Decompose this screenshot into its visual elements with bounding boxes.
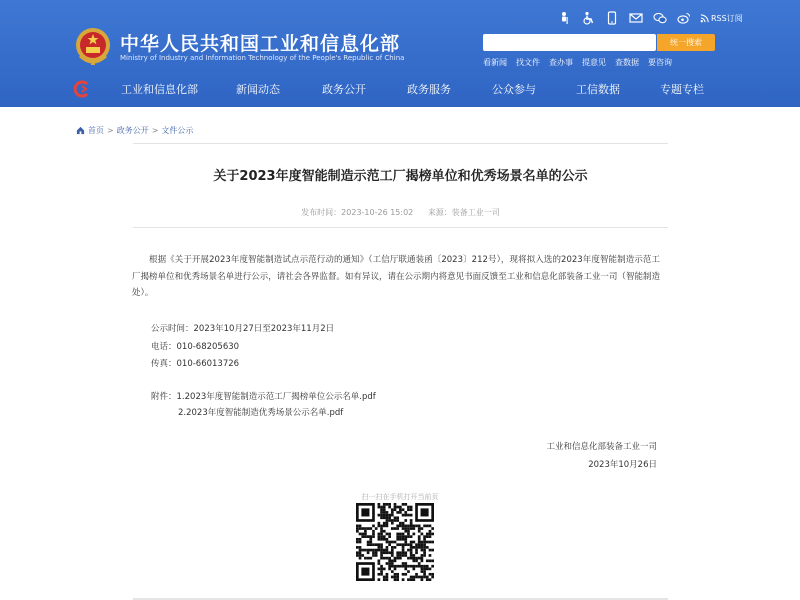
hot-word-consult[interactable]: 要咨询 bbox=[648, 58, 672, 67]
article-meta bbox=[133, 207, 668, 218]
attachment-link-2[interactable]: 2.2023年度智能制造优秀场景公示名单.pdf bbox=[178, 408, 344, 418]
rss-label: RSS订阅 bbox=[711, 13, 743, 23]
signature-date: 2023年10月26日 bbox=[588, 460, 657, 470]
qr-code-icon bbox=[356, 503, 434, 581]
site-title-en: Ministry of Industry and Information Technology of the People's Republic of China bbox=[120, 54, 405, 62]
meta-divider bbox=[133, 227, 668, 228]
hot-word-feedback[interactable]: 提意见 bbox=[582, 58, 606, 67]
nav-item-data[interactable]: 工信数据 bbox=[576, 83, 620, 96]
hot-words bbox=[483, 57, 672, 68]
hot-word-news[interactable]: 看新闻 bbox=[483, 58, 507, 67]
nav-item-gov-affairs[interactable]: 政务公开 bbox=[322, 83, 366, 96]
nav-item-news[interactable]: 新闻动态 bbox=[236, 83, 280, 96]
qr-caption: 扫一扫在手机打开当前页 bbox=[361, 493, 439, 501]
site-header bbox=[0, 0, 800, 107]
attachment-item-2 bbox=[178, 406, 343, 418]
weibo-icon[interactable] bbox=[676, 11, 691, 26]
hot-word-services[interactable]: 查办事 bbox=[549, 58, 573, 67]
main-nav bbox=[0, 76, 800, 102]
rss-link[interactable] bbox=[700, 13, 743, 24]
national-emblem-icon[interactable] bbox=[74, 26, 112, 66]
accessibility-icon[interactable] bbox=[580, 11, 595, 26]
nav-item-gov-services[interactable]: 政务服务 bbox=[407, 83, 451, 96]
article-source: 来源：装备工业一司 bbox=[427, 208, 500, 217]
attachments-label: 附件： bbox=[151, 392, 177, 402]
hot-word-data[interactable]: 查数据 bbox=[615, 58, 639, 67]
rss-icon bbox=[700, 14, 709, 23]
article-body: 根据《关于开展2023年度智能制造试点示范行动的通知》（工信厅联通装函〔2023〕212号），现将拟入选的2023年度智能制造示范工厂揭榜单位和优秀场景名单进行公示，请社会各界监督。如有异议，请在公示期内将意见书面反馈至工业和信息化部装备工业一司（智能制造处）。 bbox=[132, 255, 660, 298]
attachment-link-1[interactable]: 1.2023年度智能制造示范工厂揭榜单位公示名单.pdf bbox=[176, 392, 376, 402]
wechat-icon[interactable] bbox=[652, 11, 667, 26]
publish-time: 发布时间：2023-10-26 15:02 bbox=[301, 208, 414, 217]
elder-mode-icon[interactable] bbox=[556, 11, 571, 26]
breadcrumb-separator-icon: > bbox=[151, 126, 159, 135]
signature-org: 工业和信息化部装备工业一司 bbox=[546, 442, 657, 452]
page-title: 关于2023年度智能制造示范工厂揭榜单位和优秀场景名单的公示 bbox=[213, 169, 588, 184]
top-tools bbox=[556, 10, 743, 26]
breadcrumb-separator-icon: > bbox=[107, 126, 114, 135]
breadcrumb-home[interactable]: 首页 bbox=[88, 126, 104, 135]
breadcrumb-file-notice[interactable]: 文件公示 bbox=[161, 126, 194, 135]
miit-logo-icon[interactable] bbox=[73, 80, 91, 98]
mail-icon[interactable] bbox=[628, 11, 643, 26]
home-icon[interactable] bbox=[76, 126, 85, 135]
nav-item-topics[interactable]: 专题专栏 bbox=[660, 83, 704, 96]
mobile-icon[interactable] bbox=[604, 11, 619, 26]
search-input[interactable] bbox=[483, 34, 656, 51]
site-title[interactable]: 中华人民共和国工业和信息化部 bbox=[120, 33, 401, 55]
nav-item-ministry[interactable]: 工业和信息化部 bbox=[121, 83, 198, 96]
breadcrumb-gov-affairs[interactable]: 政务公开 bbox=[116, 126, 149, 135]
contact-phone: 电话：010-68205630 bbox=[151, 342, 240, 352]
breadcrumb bbox=[76, 125, 193, 136]
search-button[interactable]: 统一搜索 bbox=[657, 34, 715, 51]
attachments-list bbox=[151, 390, 376, 402]
nav-item-participation[interactable]: 公众参与 bbox=[492, 83, 536, 96]
hot-word-files[interactable]: 找文件 bbox=[516, 58, 540, 67]
contact-fax: 传真：010-66013726 bbox=[151, 359, 240, 369]
breadcrumb-divider bbox=[133, 143, 668, 144]
notice-period: 公示时间：2023年10月27日至2023年11月2日 bbox=[151, 324, 335, 334]
